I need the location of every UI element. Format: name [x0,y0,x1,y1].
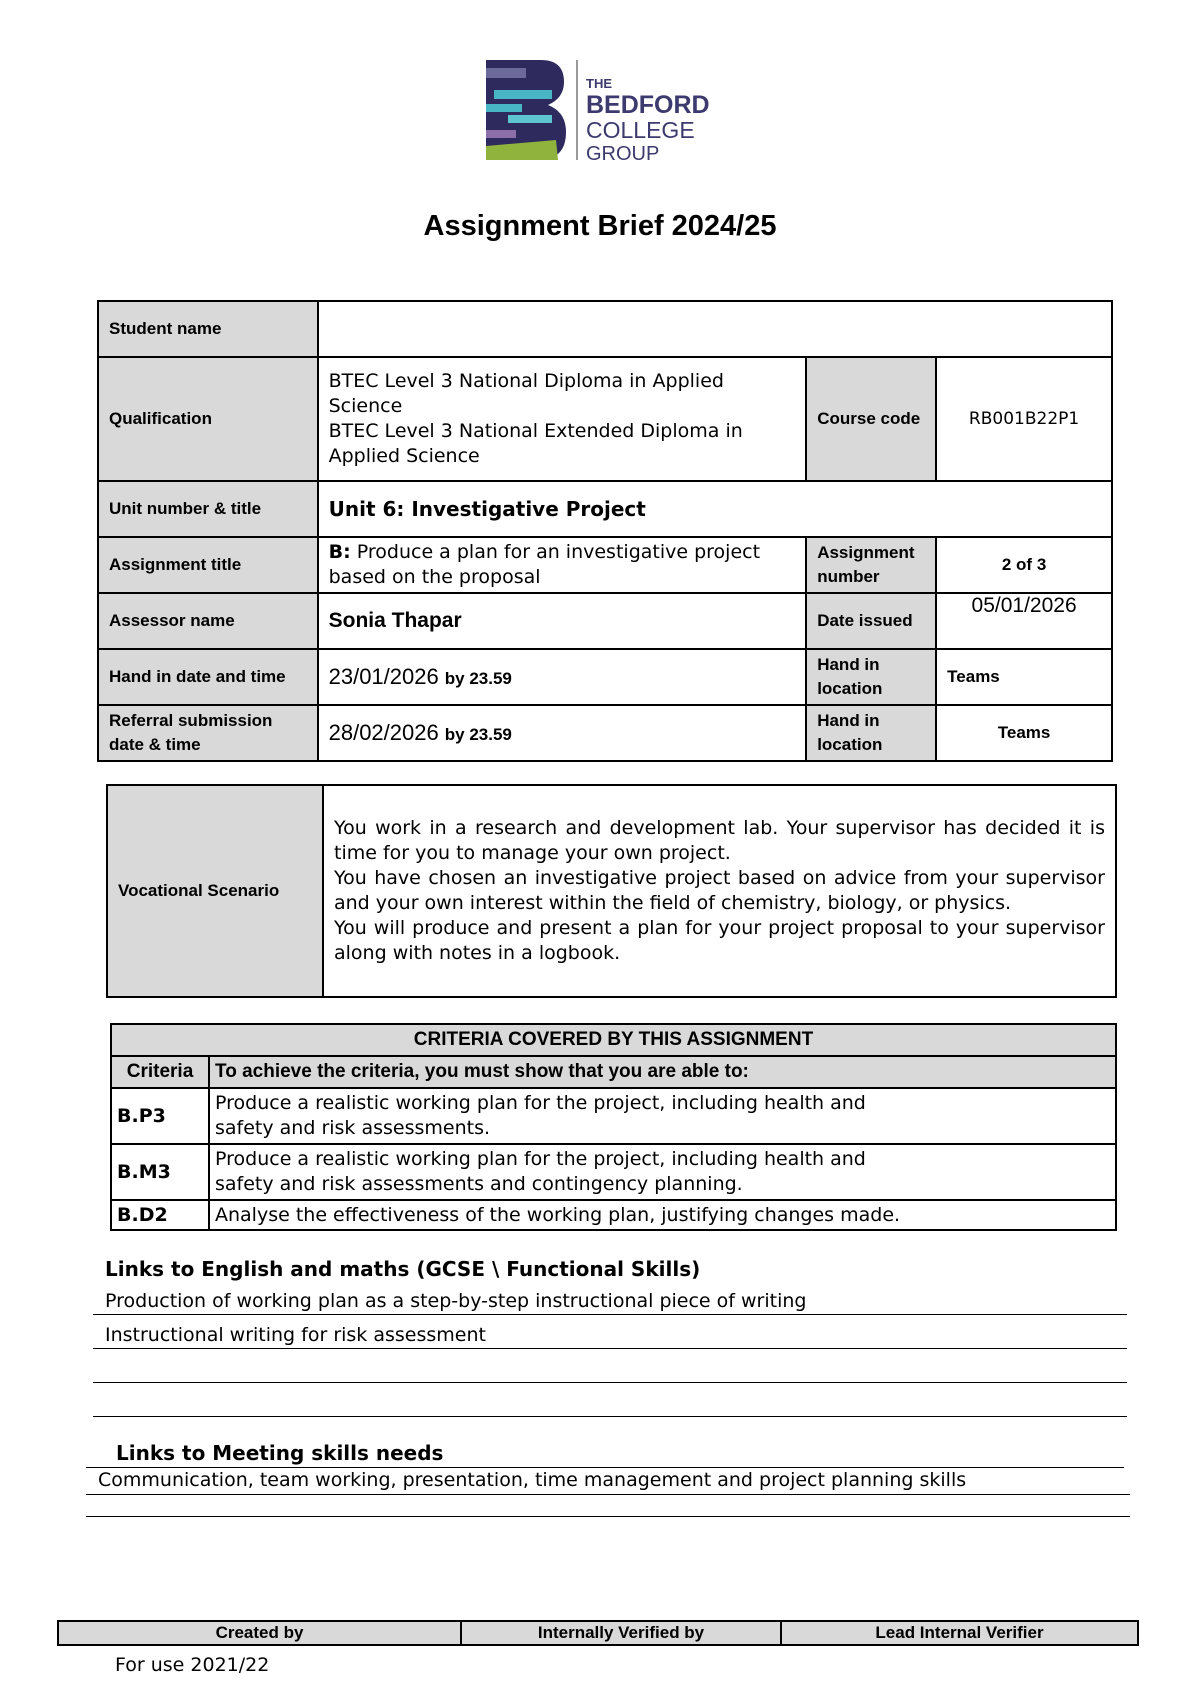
unit-row [98,481,1112,537]
links-english-line-1: Production of working plan as a step-by-step instructional piece of writing [93,1290,1127,1315]
criteria-text: Analyse the effectiveness of the working plan, justifying changes made. [209,1200,1116,1230]
scenario-label: Vocational Scenario [107,785,323,997]
logo-line4: GROUP [586,143,660,165]
assignment-number-value: 2 of 3 [936,537,1112,593]
qualification-label: Qualification [98,357,318,481]
criteria-code: B.D2 [111,1200,209,1230]
criteria-row [111,1144,1116,1200]
logo-line1: THE [586,76,612,91]
student-name-field[interactable] [318,301,1112,357]
hand-in-date: 23/01/2026 [328,664,439,689]
referral-location-value: Teams [936,705,1112,761]
links-english-blank-line [93,1358,1127,1383]
college-logo-icon [486,60,736,175]
referral-location-label: Hand in location [806,705,936,761]
logo-line3: COLLEGE [586,117,695,143]
assignment-title-value [318,537,807,593]
college-logo [486,60,736,175]
criteria-table [110,1023,1117,1231]
footer-note: For use 2021/22 [115,1654,270,1676]
date-issued-value: 05/01/2026 [936,593,1112,649]
course-code-label: Course code [806,357,936,481]
criteria-heading: CRITERIA COVERED BY THIS ASSIGNMENT [111,1024,1116,1056]
links-skills-top-rule [86,1467,1124,1468]
criteria-col-header: Criteria [111,1056,209,1088]
course-code-value: RB001B22P1 [936,357,1112,481]
date-issued-label: Date issued [806,593,936,649]
referral-value [318,705,807,761]
assignment-title-label: Assignment title [98,537,318,593]
criteria-text: Produce a realistic working plan for the project, including health and safety and risk assessments. [209,1088,1116,1144]
assessor-label: Assessor name [98,593,318,649]
links-skills-heading: Links to Meeting skills needs [116,1441,444,1465]
scenario-para-3: You will produce and present a plan for your project proposal to your supervisor along with notes in a logbook. [334,917,1105,964]
qualification-row [98,357,1112,481]
assignment-title-text: Produce a plan for an investigative project based on the proposal [328,541,761,588]
page-title: Assignment Brief 2024/25 [423,210,777,242]
criteria-row [111,1088,1116,1144]
assignment-title-prefix: B: [328,541,351,563]
referral-date: 28/02/2026 [328,720,439,745]
criteria-code: B.M3 [111,1144,209,1200]
student-name-label: Student name [98,301,318,357]
criteria-code: B.P3 [111,1088,209,1144]
footer-signoff-table [57,1620,1139,1646]
student-name-row [98,301,1112,357]
assignment-title-row [98,537,1112,593]
referral-time: by 23.59 [444,725,512,744]
vocational-scenario-table [106,784,1117,998]
assessor-value [318,593,807,649]
scenario-text [323,785,1116,997]
scenario-para-2: You have chosen an investigative project based on advice from your supervisor and your own interest within the field of chemistry, biology, or physics. [334,867,1105,914]
hand-in-label: Hand in date and time [98,649,318,705]
links-skills-blank-line [86,1494,1130,1517]
assignment-number-label: Assignment number [806,537,936,593]
lead-internal-verifier-header: Lead Internal Verifier [781,1621,1138,1645]
links-skills-line-1: Communication, team working, presentation, time management and project planning skills [86,1469,1130,1495]
created-by-header: Created by [58,1621,461,1645]
qualification-value [318,357,807,481]
referral-label: Referral submission date & time [98,705,318,761]
criteria-row [111,1200,1116,1230]
internally-verified-by-header: Internally Verified by [461,1621,781,1645]
criteria-text: Produce a realistic working plan for the project, including health and safety and risk assessments and contingency planning. [209,1144,1116,1200]
assignment-info-table [97,300,1113,762]
unit-label: Unit number & title [98,481,318,537]
assessor-row [98,593,1112,649]
qualification-line2: BTEC Level 3 National Extended Diploma in Applied Science [328,420,743,467]
scenario-para-1: You work in a research and development lab. Your supervisor has decided it is time for you to manage your own project. [334,817,1105,864]
hand-in-time: by 23.59 [444,669,512,688]
qualification-line1: BTEC Level 3 National Diploma in Applied Science [328,370,724,417]
assessor-name: Sonia Thapar [328,609,462,632]
hand-in-location-label: Hand in location [806,649,936,705]
hand-in-location-value: Teams [936,649,1112,705]
hand-in-value [318,649,807,705]
links-english-line-2: Instructional writing for risk assessment [93,1324,1127,1349]
logo-line2: BEDFORD [586,91,710,119]
criteria-description-header: To achieve the criteria, you must show that you are able to: [209,1056,1116,1088]
links-english-blank-line [93,1392,1127,1417]
unit-value: Unit 6: Investigative Project [318,481,1112,537]
links-english-heading: Links to English and maths (GCSE \ Functional Skills) [105,1257,701,1281]
referral-row [98,705,1112,761]
hand-in-row [98,649,1112,705]
